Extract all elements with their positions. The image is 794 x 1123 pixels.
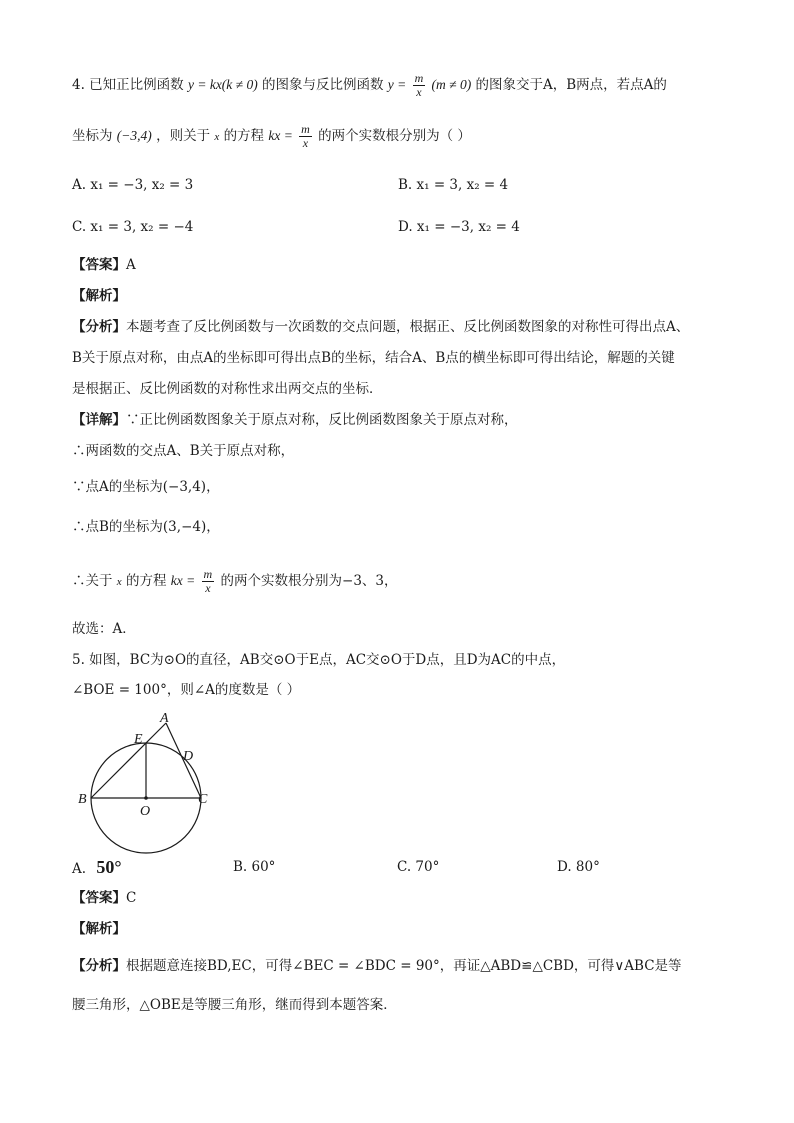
q4-analysis-line3: 是根据正、反比例函数的对称性求出两交点的坐标． [72, 381, 383, 397]
q5-option-b: B. 60° [233, 859, 276, 875]
q4-fraction-m-over-x-3: $\frac{m}{x}$ [203, 567, 213, 595]
option-value: 50° [96, 857, 122, 877]
q4-point-a: (−3,4) [116, 128, 152, 143]
detail-tag: 【详解】 [72, 412, 126, 428]
analysis-text: 根据题意连接BD,EC，可得∠BEC = ∠BDC = 90°，再证△ABD≌△CBD，可得∨ABC是等 [126, 958, 682, 974]
detail-text: ∴关于 [72, 573, 113, 589]
option-letter: A. [72, 861, 87, 877]
analysis-tag: 【分析】 [72, 958, 126, 974]
q4-detail-line3: ∵点A的坐标为(−3,4)， [72, 479, 220, 495]
label-o: O [140, 804, 151, 819]
q5-circle-figure [70, 708, 230, 858]
q4-text: 的方程 [223, 128, 265, 144]
q4-text: 4. 已知正比例函数 [72, 77, 184, 93]
detail-text: ∵正比例函数图象关于原点对称，反比例函数图象关于原点对称， [126, 412, 518, 428]
q4-stem-line2 [72, 123, 471, 150]
answer-tag: 【答案】 [72, 257, 126, 273]
q4-fraction-m-over-x: $\frac{m}{x}$ [414, 71, 424, 99]
q4-answer [72, 255, 136, 275]
q4-text: ，则关于 [156, 128, 211, 144]
q4-conclusion: 故选：A． [72, 621, 136, 637]
center-point-o [144, 796, 148, 800]
q4-analysis-line1 [72, 317, 689, 337]
q4-text: 的图象与反比例函数 [262, 77, 384, 93]
label-a: A [160, 711, 169, 726]
q4-detail-line5 [72, 568, 398, 595]
label-d: D [183, 749, 194, 764]
label-b: B [78, 792, 87, 807]
q4-fraction-m-over-x-2: $\frac{m}{x}$ [301, 122, 310, 150]
q4-analysis-line2: B关于原点对称，由点A的坐标即可得出点B的坐标，结合A、B点的横坐标即可得出结论，解题的关键 [72, 350, 675, 366]
q4-option-a: A. x₁ = −3, x₂ = 3 [72, 177, 194, 193]
q4-formula-condition: (m ≠ 0) [431, 77, 472, 92]
detail-text: 的方程 [125, 573, 167, 589]
q4-text: 的图象交于A，B两点，若点A的 [475, 77, 667, 93]
q4-var-x: x [214, 131, 220, 143]
q5-analysis-line1 [72, 956, 682, 976]
q4-equation-lhs: kx = [170, 573, 196, 588]
q4-option-c: C. x₁ = 3, x₂ = −4 [72, 219, 194, 235]
q4-formula-inverse-lhs: y = [387, 77, 407, 92]
q4-text: 的两个实数根分别为（ ） [318, 128, 471, 144]
segment-ba [91, 723, 166, 798]
q4-text: 坐标为 [72, 128, 113, 144]
q4-detail-line1 [72, 410, 518, 430]
q5-stem-line1: 5. 如图，BC为⊙O的直径，AB交⊙O于E点，AC交⊙O于D点，且D为AC的中点， [72, 652, 566, 668]
analysis-text: 本题考查了反比例函数与一次函数的交点问题，根据正、反比例函数图象的对称性可得出点A、 [126, 319, 690, 335]
q4-var-x: x [116, 576, 122, 588]
q5-answer [72, 888, 136, 908]
q4-equation-lhs: kx = [268, 128, 293, 143]
analysis-tag: 【分析】 [72, 319, 126, 335]
label-c: C [198, 792, 208, 807]
q4-formula-direct: y = kx(k ≠ 0) [187, 77, 258, 92]
q5-stem-line2: ∠BOE = 100°，则∠A的度数是（ ） [72, 682, 301, 698]
q4-option-b: B. x₁ = 3, x₂ = 4 [398, 177, 509, 193]
q5-option-c: C. 70° [397, 859, 440, 875]
answer-value: A [126, 257, 136, 273]
q5-option-d: D. 80° [557, 859, 600, 875]
q5-option-a [72, 857, 122, 879]
q4-detail-line4: ∴点B的坐标为(3,−4)， [72, 519, 220, 535]
q4-jiexi: 【解析】 [72, 288, 126, 304]
q4-option-d: D. x₁ = −3, x₂ = 4 [398, 219, 520, 235]
detail-text: 的两个实数根分别为−3、3， [220, 573, 398, 589]
q5-jiexi: 【解析】 [72, 921, 126, 937]
q4-stem-line1 [72, 72, 667, 99]
answer-tag: 【答案】 [72, 890, 126, 906]
q4-detail-line2: ∴两函数的交点A、B关于原点对称， [72, 443, 295, 459]
answer-value: C [126, 890, 137, 906]
q5-analysis-line2: 腰三角形，△OBE是等腰三角形，继而得到本题答案． [72, 997, 397, 1013]
label-e: E [134, 732, 143, 747]
